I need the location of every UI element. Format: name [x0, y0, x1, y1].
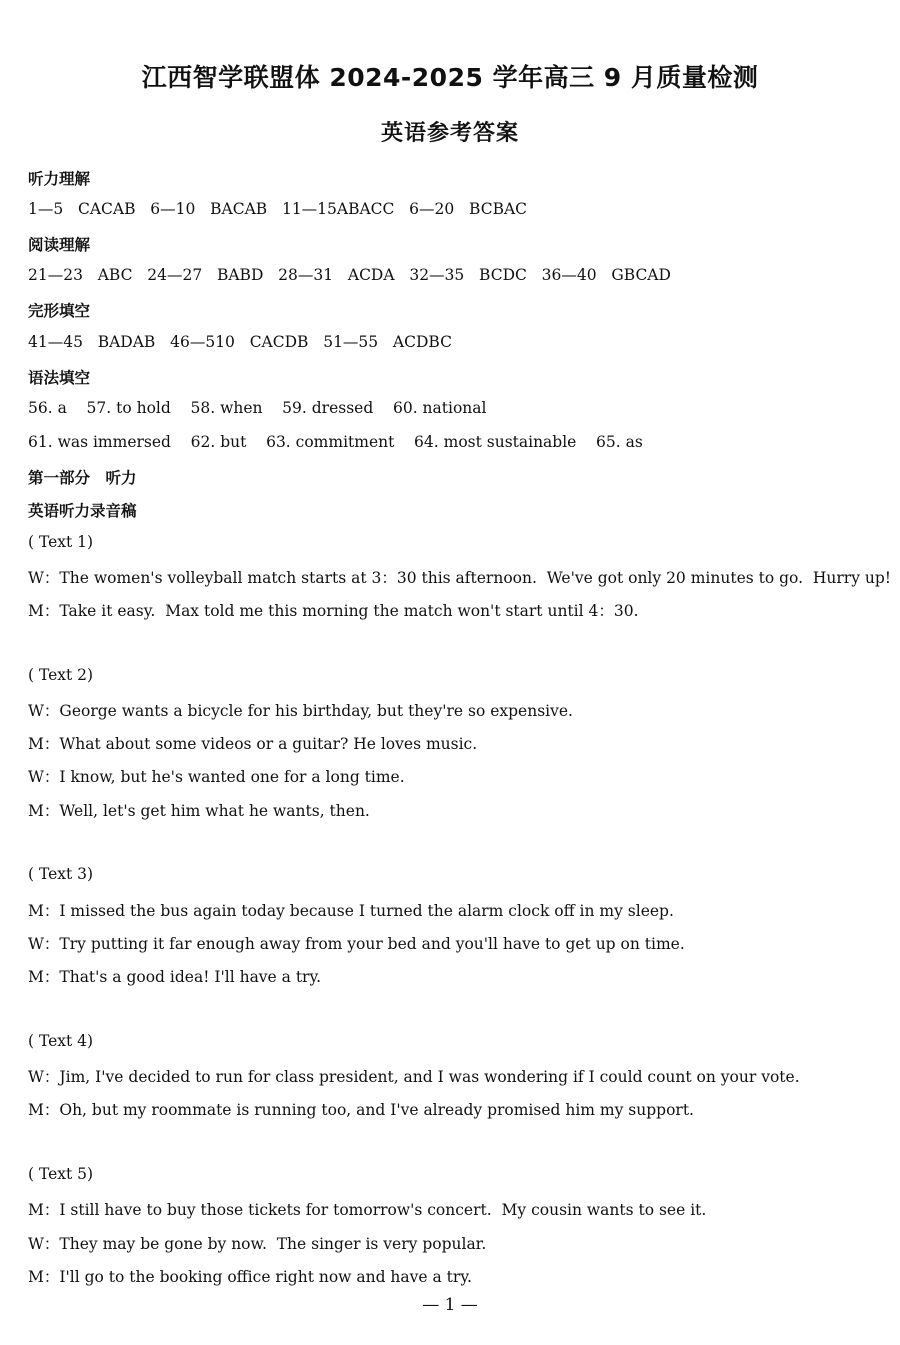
dialogue-line: M：I still have to buy those tickets for tomorrow's concert. My cousin wants to see it. — [28, 1201, 707, 1219]
dialogue-line: M：What about some videos or a guitar? He loves music. — [28, 735, 478, 753]
page-number: — 1 — — [422, 1295, 478, 1315]
grammar-heading: 语法填空 — [28, 369, 91, 387]
listening-answers: 1—5 CACAB 6—10 BACAB 11—15ABACC 6—20 BCBAC — [28, 200, 528, 218]
dialogue-line: W：I know, but he's wanted one for a long time. — [28, 768, 405, 786]
transcript-heading: 英语听力录音稿 — [28, 502, 137, 520]
text-label: ( Text 3) — [28, 865, 94, 883]
dialogue-line: W：George wants a bicycle for his birthday, but they're so expensive. — [28, 702, 573, 720]
reading-answers: 21—23 ABC 24—27 BABD 28—31 ACDA 32—35 BCDC 36—40 GBCAD — [28, 266, 671, 284]
dialogue-line: M：Oh, but my roommate is running too, and I've already promised him my support. — [28, 1101, 694, 1119]
listening-heading: 听力理解 — [28, 170, 91, 188]
text-label: ( Text 2) — [28, 666, 94, 684]
reading-heading: 阅读理解 — [28, 236, 91, 254]
dialogue-line: W：They may be gone by now. The singer is very popular. — [28, 1235, 487, 1253]
dialogue-line: W：The women's volleyball match starts at 3：30 this afternoon. We've got only 20 minutes to go. Hurry up! — [28, 569, 892, 587]
dialogue-line: M：I'll go to the booking office right now and have a try. — [28, 1268, 472, 1286]
dialogue-line: M：That's a good idea! I'll have a try. — [28, 968, 322, 986]
dialogue-line: M：I missed the bus again today because I turned the alarm clock off in my sleep. — [28, 902, 674, 920]
dialogue-line: W：Try putting it far enough away from your bed and you'll have to get up on time. — [28, 935, 685, 953]
text-label: ( Text 4) — [28, 1032, 94, 1050]
dialogue-line: M：Well, let's get him what he wants, then. — [28, 802, 370, 820]
dialogue-line: M：Take it easy. Max told me this morning the match won't start until 4：30. — [28, 602, 639, 620]
text-label: ( Text 1) — [28, 533, 94, 551]
part-heading: 第一部分 听力 — [28, 469, 137, 487]
page-subtitle: 英语参考答案 — [380, 121, 519, 146]
cloze-heading: 完形填空 — [28, 302, 91, 320]
grammar-answers-2: 61. was immersed 62. but 63. commitment 64. most sustainable 65. as — [28, 433, 643, 451]
grammar-answers-1: 56. a 57. to hold 58. when 59. dressed 60. national — [28, 399, 487, 417]
page-title: 江西智学联盟体 2024-2025 学年高三 9 月质量检测 — [141, 63, 759, 92]
cloze-answers: 41—45 BADAB 46—510 CACDB 51—55 ACDBC — [28, 333, 452, 351]
dialogue-line: W：Jim, I've decided to run for class president, and I was wondering if I could count on your vote. — [28, 1068, 800, 1086]
text-label: ( Text 5) — [28, 1165, 94, 1183]
